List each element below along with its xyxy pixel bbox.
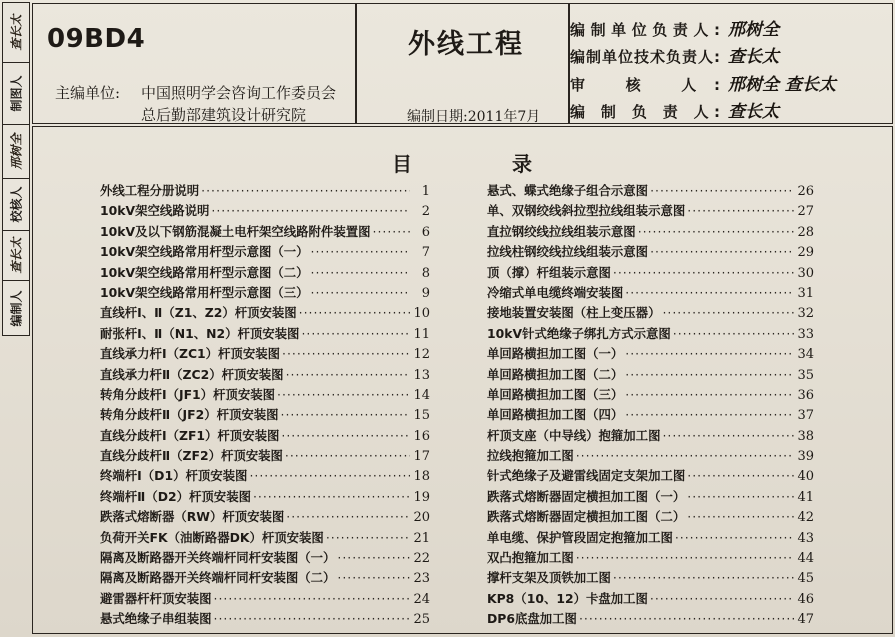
- toc-entry-page: 15: [413, 408, 430, 424]
- toc-entry-title: 10kV针式绝缘子绑扎方式示意图: [487, 325, 671, 341]
- toc-entry-title: 10kV架空线路常用杆型示意图（一）: [100, 244, 309, 260]
- toc-entry[interactable]: [487, 222, 814, 242]
- dot-leader: [301, 326, 410, 341]
- toc-entry-title: 终端杆Ⅱ（D2）杆顶安装图: [100, 488, 251, 504]
- dot-leader: [576, 550, 794, 565]
- toc-entry[interactable]: [487, 507, 814, 527]
- side-signature-drafter: 查长太: [3, 3, 29, 63]
- dot-leader: [576, 448, 794, 463]
- toc-entry-page: 44: [797, 551, 814, 567]
- dot-leader: [625, 407, 794, 422]
- toc-entry-page: 13: [413, 367, 430, 383]
- dot-leader: [625, 387, 794, 402]
- toc-entry-page: 29: [797, 245, 814, 261]
- dot-leader: [625, 285, 794, 300]
- toc-entry-page: 11: [413, 326, 430, 342]
- dot-leader: [687, 509, 794, 524]
- role-label: 编 制 负 责 人:: [570, 103, 720, 121]
- toc-entry-title: 耐张杆Ⅰ、Ⅱ（N1、N2）杆顶安装图: [100, 325, 300, 341]
- toc-entry-title: 杆顶支座（中导线）抱箍加工图: [487, 427, 661, 443]
- toc-entry-title: 直线承力杆Ⅱ（ZC2）杆顶安装图: [100, 366, 284, 382]
- toc-entry-page: 7: [421, 245, 430, 261]
- toc-entry-page: 42: [797, 510, 814, 526]
- toc-entry-title: DP6底盘加工图: [487, 611, 577, 627]
- dot-leader: [286, 367, 410, 382]
- toc-entry-page: 37: [797, 408, 814, 424]
- toc-entry-page: 17: [413, 449, 430, 465]
- toc-entry-title: 直线分歧杆Ⅰ（ZF1）杆顶安装图: [100, 427, 280, 443]
- toc-entry[interactable]: [487, 568, 814, 588]
- role-row: [570, 97, 779, 122]
- dot-leader: [613, 570, 794, 585]
- dot-leader: [687, 489, 794, 504]
- dot-leader: [579, 611, 794, 626]
- header-divider: [355, 4, 357, 123]
- role-signature: 查长太: [728, 102, 779, 122]
- toc-entry-page: 2: [421, 204, 430, 220]
- dot-leader: [638, 224, 794, 239]
- toc-entry-page: 38: [797, 428, 814, 444]
- toc-entry[interactable]: [487, 385, 814, 405]
- toc-entry[interactable]: [487, 446, 814, 466]
- toc-entry-title: 拉线抱箍加工图: [487, 448, 574, 464]
- toc-entry-page: 46: [797, 591, 814, 607]
- toc-entry-title: 单、双钢绞线斜拉型拉线组装示意图: [487, 203, 686, 219]
- toc-entry-title: 直线承力杆Ⅰ（ZC1）杆顶安装图: [100, 346, 280, 362]
- toc-entry[interactable]: [487, 426, 814, 446]
- toc-title-right: 录: [512, 152, 532, 176]
- toc-entry[interactable]: [100, 589, 430, 609]
- toc-entry[interactable]: [100, 446, 430, 466]
- side-label-checker: 校核人: [3, 179, 29, 231]
- toc-entry-page: 31: [797, 285, 814, 301]
- toc-entry[interactable]: [487, 201, 814, 221]
- dot-leader: [299, 305, 410, 320]
- toc-right-column: [487, 181, 814, 630]
- toc-entry[interactable]: [487, 181, 814, 201]
- toc-entry-page: 36: [797, 387, 814, 403]
- dot-leader: [337, 570, 410, 585]
- toc-entry-page: 45: [797, 571, 814, 587]
- toc-entry[interactable]: [100, 263, 430, 283]
- dot-leader: [253, 489, 410, 504]
- toc-entry[interactable]: [100, 487, 430, 507]
- compile-date: 编制日期:2011年7月: [407, 109, 541, 125]
- toc-entry[interactable]: [487, 242, 814, 262]
- side-label-editor: 编制人: [9, 290, 24, 327]
- toc-entry-page: 18: [413, 469, 430, 485]
- toc-entry-title: 拉线柱钢绞线拉线组装示意图: [487, 244, 649, 260]
- toc-entry[interactable]: [100, 609, 430, 629]
- toc-entry-title: 终端杆Ⅰ（D1）杆顶安装图: [100, 468, 248, 484]
- side-signature-editor: 查长太: [3, 231, 29, 281]
- toc-entry-page: 19: [413, 489, 430, 505]
- toc-entry[interactable]: [100, 405, 430, 425]
- role-signature: 邢树全: [728, 20, 779, 40]
- toc-entry-page: 20: [413, 510, 430, 526]
- toc-entry-title: 单回路横担加工图（三）: [487, 386, 624, 402]
- toc-entry-title: 单回路横担加工图（一）: [487, 346, 624, 362]
- toc-entry-title: 外线工程分册说明: [100, 183, 200, 198]
- toc-entry-page: 25: [413, 612, 430, 628]
- toc-entry-title: 接地装置安装图（柱上变压器）: [487, 305, 661, 321]
- dot-leader: [286, 509, 410, 524]
- toc-entry-title: 撑杆支架及顶铁加工图: [487, 570, 611, 586]
- toc-entry[interactable]: [100, 507, 430, 527]
- toc-entry[interactable]: [100, 283, 430, 303]
- toc-entry[interactable]: [100, 242, 430, 262]
- toc-entry-title: 10kV架空线路常用杆型示意图（二）: [100, 264, 309, 280]
- dot-leader: [249, 468, 410, 483]
- toc-entry[interactable]: [100, 222, 430, 242]
- sponsor-name: 总后勤部建筑设计研究院: [141, 106, 307, 124]
- toc-entry[interactable]: [100, 344, 430, 364]
- toc-entry-page: 12: [413, 347, 430, 363]
- toc-entry[interactable]: [487, 405, 814, 425]
- toc-entry-page: 47: [797, 612, 814, 628]
- dot-leader: [662, 305, 794, 320]
- toc-entry-page: 6: [421, 224, 430, 240]
- dot-leader: [277, 387, 410, 402]
- dot-leader: [673, 326, 794, 341]
- role-signature: 邢树全 查长太: [728, 75, 836, 95]
- toc-entry-title: 单电缆、保护管段固定抱箍加工图: [487, 529, 673, 545]
- toc-entry-title: 避雷器杆杆顶安装图: [100, 590, 212, 606]
- toc-entry[interactable]: [487, 283, 814, 303]
- toc-entry-page: 1: [421, 184, 430, 199]
- dot-leader: [201, 183, 410, 198]
- toc-entry[interactable]: [487, 548, 814, 568]
- toc-entry-page: 27: [797, 204, 814, 220]
- dot-leader: [326, 530, 410, 545]
- toc-entry-title: 悬式、蝶式绝缘子组合示意图: [487, 183, 649, 198]
- toc-entry-title: 单回路横担加工图（四）: [487, 407, 624, 423]
- toc-entry-title: 顶（撑）杆组装示意图: [487, 264, 611, 280]
- toc-entry-title: 单回路横担加工图（二）: [487, 366, 624, 382]
- toc-entry-title: 直线分歧杆Ⅱ（ZF2）杆顶安装图: [100, 448, 283, 464]
- toc-entry-page: 28: [797, 224, 814, 240]
- toc-title-left: 目: [392, 152, 412, 176]
- toc-entry-title: KP8（10、12）卡盘加工图: [487, 590, 648, 606]
- toc-entry-title: 针式绝缘子及避雷线固定支架加工图: [487, 468, 686, 484]
- toc-entry-title: 隔离及断路器开关终端杆同杆安装图（二）: [100, 570, 336, 586]
- toc-entry-page: 10: [413, 306, 430, 322]
- toc-entry-page: 41: [797, 489, 814, 505]
- toc-entry[interactable]: [100, 528, 430, 548]
- toc-entry-page: 16: [413, 428, 430, 444]
- toc-entry-page: 34: [797, 347, 814, 363]
- role-label: 编制单位技术负责人:: [570, 48, 720, 66]
- toc-entry-page: 32: [797, 306, 814, 322]
- dot-leader: [214, 591, 410, 606]
- toc-entry-title: 直线杆Ⅰ、Ⅱ（Z1、Z2）杆顶安装图: [100, 305, 297, 321]
- dot-leader: [687, 203, 794, 218]
- toc-entry[interactable]: [487, 365, 814, 385]
- dot-leader: [214, 611, 410, 626]
- sponsor-label: 主编单位:: [55, 84, 121, 102]
- document-title: 外线工程: [408, 29, 524, 60]
- toc-entry[interactable]: [487, 344, 814, 364]
- toc-entry-title: 10kV及以下钢筋混凝土电杆架空线路附件装置图: [100, 223, 371, 239]
- dot-leader: [281, 428, 410, 443]
- dot-leader: [373, 224, 411, 239]
- toc-entry[interactable]: [487, 263, 814, 283]
- toc-entry[interactable]: [100, 466, 430, 486]
- toc-entry-title: 悬式绝缘子串组装图: [100, 611, 212, 627]
- toc-entry-title: 负荷开关FK（油断路器DK）杆顶安装图: [100, 529, 324, 545]
- role-row: [570, 42, 779, 67]
- toc-entry[interactable]: [487, 487, 814, 507]
- toc-entry-title: 转角分歧杆Ⅰ（JF1）杆顶安装图: [100, 386, 275, 402]
- toc-entry-page: 33: [797, 326, 814, 342]
- role-label: 审 核 人:: [570, 76, 720, 94]
- toc-entry[interactable]: [100, 181, 430, 201]
- toc-entry-page: 43: [797, 530, 814, 546]
- role-label: 编制单位负责人:: [570, 21, 720, 39]
- toc-entry-page: 30: [797, 265, 814, 281]
- toc-entry[interactable]: [100, 201, 430, 221]
- toc-entry-title: 直拉钢绞线拉线组装示意图: [487, 223, 636, 239]
- toc-entry[interactable]: [487, 589, 814, 609]
- toc-entry-title: 10kV架空线路常用杆型示意图（三）: [100, 284, 309, 300]
- toc-entry-title: 跌落式熔断器固定横担加工图（一）: [487, 488, 686, 504]
- dot-leader: [650, 591, 794, 606]
- dot-leader: [687, 468, 794, 483]
- side-signature-checker: 邢树全: [3, 125, 29, 179]
- toc-entry-page: 39: [797, 449, 814, 465]
- dot-leader: [281, 407, 410, 422]
- toc-entry-title: 跌落式熔断器固定横担加工图（二）: [487, 509, 686, 525]
- toc-entry[interactable]: [100, 385, 430, 405]
- dot-leader: [311, 285, 410, 300]
- dot-leader: [311, 265, 410, 280]
- sponsor-name: 中国照明学会咨询工作委员会: [141, 84, 337, 102]
- toc-entry[interactable]: [100, 365, 430, 385]
- toc-entry[interactable]: [487, 528, 814, 548]
- toc-entry-title: 跌落式熔断器（RW）杆顶安装图: [100, 509, 285, 525]
- toc-entry[interactable]: [487, 303, 814, 323]
- atlas-code: 09BD4: [47, 24, 146, 54]
- role-row: [570, 70, 836, 95]
- toc-entry-page: 22: [413, 551, 430, 567]
- dot-leader: [650, 183, 794, 198]
- toc-entry-page: 24: [413, 591, 430, 607]
- dot-leader: [675, 530, 794, 545]
- toc-entry[interactable]: [100, 426, 430, 446]
- toc-entry-page: 35: [797, 367, 814, 383]
- side-label-drafter: 制图人: [3, 63, 29, 125]
- toc-entry-page: 14: [413, 387, 430, 403]
- toc-entry[interactable]: [100, 568, 430, 588]
- dot-leader: [337, 550, 410, 565]
- toc-entry[interactable]: [487, 466, 814, 486]
- dot-leader: [625, 367, 794, 382]
- toc-entry-title: 隔离及断路器开关终端杆同杆安装图（一）: [100, 550, 336, 566]
- toc-entry-title: 双凸抱箍加工图: [487, 550, 574, 566]
- toc-entry[interactable]: [100, 303, 430, 323]
- dot-leader: [211, 203, 410, 218]
- dot-leader: [285, 448, 410, 463]
- toc-entry-page: 40: [797, 469, 814, 485]
- toc-entry[interactable]: [100, 548, 430, 568]
- toc-entry-page: 9: [421, 285, 430, 301]
- toc-entry[interactable]: [487, 324, 814, 344]
- toc-entry-page: 21: [413, 530, 430, 546]
- toc-entry-page: 8: [421, 265, 430, 281]
- toc-entry-title: 冷缩式单电缆终端安装图: [487, 284, 624, 300]
- dot-leader: [311, 244, 410, 259]
- toc-entry-page: 23: [413, 571, 430, 587]
- dot-leader: [613, 265, 794, 280]
- dot-leader: [650, 244, 794, 259]
- role-row: [570, 15, 779, 40]
- toc-entry-title: 10kV架空线路说明: [100, 203, 210, 219]
- dot-leader: [625, 346, 794, 361]
- dot-leader: [282, 346, 410, 361]
- role-signature: 查长太: [728, 47, 779, 67]
- toc-entry[interactable]: [100, 324, 430, 344]
- toc-entry-title: 转角分歧杆Ⅱ（JF2）杆顶安装图: [100, 407, 279, 423]
- signature-strip: [2, 2, 30, 336]
- toc-entry[interactable]: [487, 609, 814, 629]
- dot-leader: [662, 428, 794, 443]
- toc-entry-page: 26: [797, 184, 814, 199]
- toc-left-column: [100, 181, 430, 630]
